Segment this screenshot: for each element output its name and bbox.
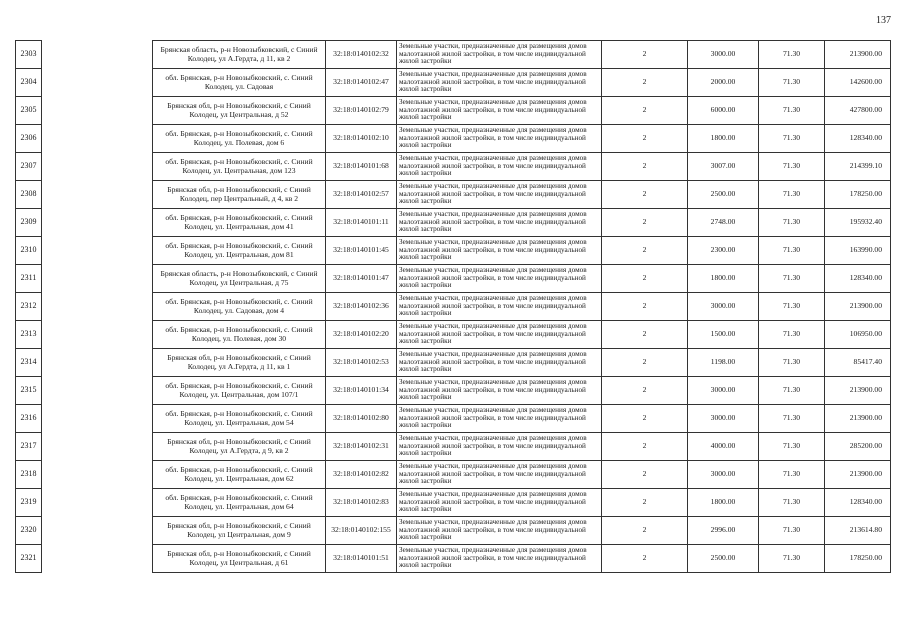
row-number-cell: 2303 [16,41,42,69]
rate-cell: 71.30 [759,153,825,181]
rate-cell: 71.30 [759,377,825,405]
cadastral-number-cell: 32:18:0140101:11 [326,209,397,237]
category-cell: 2 [602,293,688,321]
land-use-cell: Земельные участки, предназначенные для размещения домов малоэтажной жилой застройки, в том числе индивидуальной жилой застройки [397,265,602,293]
cadastral-number-cell: 32:18:0140101:45 [326,237,397,265]
cadastral-number-cell: 32:18:0140102:57 [326,181,397,209]
table-row [16,97,891,125]
row-number-cell: 2313 [16,321,42,349]
rate-cell: 71.30 [759,545,825,573]
spacer-cell [42,433,153,461]
row-number-cell: 2306 [16,125,42,153]
spacer-cell [42,125,153,153]
spacer-cell [42,69,153,97]
cadastral-number-cell: 32:18:0140102:79 [326,97,397,125]
area-cell: 2748.00 [688,209,759,237]
category-cell: 2 [602,545,688,573]
value-cell: 213900.00 [825,293,891,321]
table-row [16,293,891,321]
value-cell: 213614.80 [825,517,891,545]
spacer-cell [42,377,153,405]
rate-cell: 71.30 [759,517,825,545]
address-cell: Брянская область, р-н Новозыбковский, с Синий Колодец, ул А.Гердта, д 11, кв 2 [153,41,326,69]
row-number-cell: 2319 [16,489,42,517]
table-row [16,433,891,461]
land-use-cell: Земельные участки, предназначенные для размещения домов малоэтажной жилой застройки, в том числе индивидуальной жилой застройки [397,405,602,433]
land-use-cell: Земельные участки, предназначенные для размещения домов малоэтажной жилой застройки, в том числе индивидуальной жилой застройки [397,433,602,461]
value-cell: 128340.00 [825,125,891,153]
category-cell: 2 [602,265,688,293]
area-cell: 2300.00 [688,237,759,265]
address-cell: Брянская обл, р-н Новозыбковский, с Синий Колодец, ул Центральная, дом 9 [153,517,326,545]
value-cell: 163990.00 [825,237,891,265]
land-use-cell: Земельные участки, предназначенные для размещения домов малоэтажной жилой застройки, в том числе индивидуальной жилой застройки [397,293,602,321]
row-number-cell: 2321 [16,545,42,573]
spacer-cell [42,209,153,237]
register-body [16,41,891,573]
land-use-cell: Земельные участки, предназначенные для размещения домов малоэтажной жилой застройки, в том числе индивидуальной жилой застройки [397,153,602,181]
spacer-cell [42,97,153,125]
area-cell: 1800.00 [688,265,759,293]
value-cell: 213900.00 [825,41,891,69]
cadastral-number-cell: 32:18:0140102:32 [326,41,397,69]
rate-cell: 71.30 [759,209,825,237]
address-cell: обл. Брянская, р-н Новозыбковский, с. Синий Колодец, ул. Полевая, дом 30 [153,321,326,349]
address-cell: обл. Брянская, р-н Новозыбковский, с. Синий Колодец, ул. Садовая [153,69,326,97]
table-row [16,405,891,433]
area-cell: 3000.00 [688,461,759,489]
area-cell: 1198.00 [688,349,759,377]
address-cell: Брянская обл, р-н Новозыбковский, с Синий Колодец, ул Центральная, д 52 [153,97,326,125]
row-number-cell: 2307 [16,153,42,181]
rate-cell: 71.30 [759,461,825,489]
category-cell: 2 [602,517,688,545]
land-register-table [15,40,891,573]
address-cell: обл. Брянская, р-н Новозыбковский, с. Синий Колодец, ул. Полевая, дом 6 [153,125,326,153]
spacer-cell [42,489,153,517]
area-cell: 6000.00 [688,97,759,125]
rate-cell: 71.30 [759,181,825,209]
cadastral-number-cell: 32:18:0140102:80 [326,405,397,433]
table-row [16,41,891,69]
address-cell: Брянская обл, р-н Новозыбковский, с Синий Колодец, ул А.Гердта, д 11, кв 1 [153,349,326,377]
row-number-cell: 2320 [16,517,42,545]
cadastral-number-cell: 32:18:0140102:20 [326,321,397,349]
row-number-cell: 2318 [16,461,42,489]
rate-cell: 71.30 [759,489,825,517]
address-cell: обл. Брянская, р-н Новозыбковский, с. Синий Колодец, ул. Центральная, дом 107/1 [153,377,326,405]
spacer-cell [42,41,153,69]
area-cell: 3000.00 [688,405,759,433]
cadastral-number-cell: 32:18:0140102:36 [326,293,397,321]
row-number-cell: 2311 [16,265,42,293]
address-cell: обл. Брянская, р-н Новозыбковский, с. Синий Колодец, ул. Центральная, дом 54 [153,405,326,433]
row-number-cell: 2310 [16,237,42,265]
address-cell: Брянская обл, р-н Новозыбковский, с Синий Колодец, пер Центральный, д 4, кв 2 [153,181,326,209]
land-use-cell: Земельные участки, предназначенные для размещения домов малоэтажной жилой застройки, в том числе индивидуальной жилой застройки [397,97,602,125]
cadastral-number-cell: 32:18:0140102:83 [326,489,397,517]
value-cell: 285200.00 [825,433,891,461]
value-cell: 213900.00 [825,377,891,405]
table-row [16,545,891,573]
table-row [16,461,891,489]
spacer-cell [42,321,153,349]
area-cell: 3000.00 [688,377,759,405]
table-row [16,125,891,153]
value-cell: 142600.00 [825,69,891,97]
land-use-cell: Земельные участки, предназначенные для размещения домов малоэтажной жилой застройки, в том числе индивидуальной жилой застройки [397,321,602,349]
category-cell: 2 [602,41,688,69]
address-cell: обл. Брянская, р-н Новозыбковский, с. Синий Колодец, ул. Центральная, дом 64 [153,489,326,517]
area-cell: 1500.00 [688,321,759,349]
value-cell: 427800.00 [825,97,891,125]
spacer-cell [42,405,153,433]
value-cell: 128340.00 [825,265,891,293]
cadastral-number-cell: 32:18:0140101:51 [326,545,397,573]
area-cell: 2500.00 [688,545,759,573]
area-cell: 1800.00 [688,125,759,153]
category-cell: 2 [602,433,688,461]
category-cell: 2 [602,461,688,489]
table-row [16,69,891,97]
spacer-cell [42,461,153,489]
rate-cell: 71.30 [759,69,825,97]
spacer-cell [42,517,153,545]
spacer-cell [42,349,153,377]
table-row [16,209,891,237]
land-use-cell: Земельные участки, предназначенные для размещения домов малоэтажной жилой застройки, в том числе индивидуальной жилой застройки [397,181,602,209]
address-cell: обл. Брянская, р-н Новозыбковский, с. Синий Колодец, ул. Садовая, дом 4 [153,293,326,321]
address-cell: Брянская обл, р-н Новозыбковский, с Синий Колодец, ул А.Гердта, д 9, кв 2 [153,433,326,461]
spacer-cell [42,153,153,181]
area-cell: 3000.00 [688,41,759,69]
cadastral-number-cell: 32:18:0140102:47 [326,69,397,97]
row-number-cell: 2314 [16,349,42,377]
spacer-cell [42,181,153,209]
cadastral-number-cell: 32:18:0140101:68 [326,153,397,181]
land-use-cell: Земельные участки, предназначенные для размещения домов малоэтажной жилой застройки, в том числе индивидуальной жилой застройки [397,461,602,489]
rate-cell: 71.30 [759,349,825,377]
address-cell: обл. Брянская, р-н Новозыбковский, с. Синий Колодец, ул. Центральная, дом 41 [153,209,326,237]
land-use-cell: Земельные участки, предназначенные для размещения домов малоэтажной жилой застройки, в том числе индивидуальной жилой застройки [397,209,602,237]
spacer-cell [42,265,153,293]
row-number-cell: 2304 [16,69,42,97]
value-cell: 214399.10 [825,153,891,181]
rate-cell: 71.30 [759,41,825,69]
spacer-cell [42,545,153,573]
rate-cell: 71.30 [759,293,825,321]
category-cell: 2 [602,209,688,237]
land-use-cell: Земельные участки, предназначенные для размещения домов малоэтажной жилой застройки, в том числе индивидуальной жилой застройки [397,41,602,69]
category-cell: 2 [602,489,688,517]
area-cell: 2000.00 [688,69,759,97]
area-cell: 2500.00 [688,181,759,209]
row-number-cell: 2317 [16,433,42,461]
category-cell: 2 [602,237,688,265]
land-use-cell: Земельные участки, предназначенные для размещения домов малоэтажной жилой застройки, в том числе индивидуальной жилой застройки [397,237,602,265]
address-cell: обл. Брянская, р-н Новозыбковский, с. Синий Колодец, ул. Центральная, дом 81 [153,237,326,265]
land-use-cell: Земельные участки, предназначенные для размещения домов малоэтажной жилой застройки, в том числе индивидуальной жилой застройки [397,349,602,377]
cadastral-number-cell: 32:18:0140101:34 [326,377,397,405]
land-use-cell: Земельные участки, предназначенные для размещения домов малоэтажной жилой застройки, в том числе индивидуальной жилой застройки [397,69,602,97]
rate-cell: 71.30 [759,125,825,153]
table-row [16,265,891,293]
category-cell: 2 [602,349,688,377]
area-cell: 3007.00 [688,153,759,181]
cadastral-number-cell: 32:18:0140102:82 [326,461,397,489]
category-cell: 2 [602,321,688,349]
category-cell: 2 [602,405,688,433]
row-number-cell: 2309 [16,209,42,237]
category-cell: 2 [602,153,688,181]
spacer-cell [42,293,153,321]
category-cell: 2 [602,181,688,209]
cadastral-number-cell: 32:18:0140101:47 [326,265,397,293]
land-use-cell: Земельные участки, предназначенные для размещения домов малоэтажной жилой застройки, в том числе индивидуальной жилой застройки [397,545,602,573]
category-cell: 2 [602,125,688,153]
category-cell: 2 [602,97,688,125]
table-row [16,489,891,517]
address-cell: Брянская область, р-н Новозыбковский, с Синий Колодец, ул Центральная, д 75 [153,265,326,293]
value-cell: 195932.40 [825,209,891,237]
address-cell: Брянская обл, р-н Новозыбковский, с Синий Колодец, ул Центральная, д 61 [153,545,326,573]
land-use-cell: Земельные участки, предназначенные для размещения домов малоэтажной жилой застройки, в том числе индивидуальной жилой застройки [397,517,602,545]
category-cell: 2 [602,69,688,97]
row-number-cell: 2315 [16,377,42,405]
table-row [16,349,891,377]
value-cell: 213900.00 [825,405,891,433]
address-cell: обл. Брянская, р-н Новозыбковский, с. Синий Колодец, ул. Центральная, дом 123 [153,153,326,181]
table-row [16,153,891,181]
row-number-cell: 2312 [16,293,42,321]
area-cell: 3000.00 [688,293,759,321]
cadastral-number-cell: 32:18:0140102:31 [326,433,397,461]
rate-cell: 71.30 [759,97,825,125]
area-cell: 1800.00 [688,489,759,517]
row-number-cell: 2308 [16,181,42,209]
table-row [16,181,891,209]
value-cell: 178250.00 [825,545,891,573]
value-cell: 128340.00 [825,489,891,517]
table-row [16,237,891,265]
value-cell: 213900.00 [825,461,891,489]
cadastral-number-cell: 32:18:0140102:53 [326,349,397,377]
area-cell: 4000.00 [688,433,759,461]
rate-cell: 71.30 [759,237,825,265]
address-cell: обл. Брянская, р-н Новозыбковский, с. Синий Колодец, ул. Центральная, дом 62 [153,461,326,489]
value-cell: 106950.00 [825,321,891,349]
spacer-cell [42,237,153,265]
row-number-cell: 2316 [16,405,42,433]
land-use-cell: Земельные участки, предназначенные для размещения домов малоэтажной жилой застройки, в том числе индивидуальной жилой застройки [397,377,602,405]
rate-cell: 71.30 [759,265,825,293]
area-cell: 2996.00 [688,517,759,545]
land-use-cell: Земельные участки, предназначенные для размещения домов малоэтажной жилой застройки, в том числе индивидуальной жилой застройки [397,125,602,153]
page-number: 137 [876,15,891,26]
table-row [16,321,891,349]
table-row [16,377,891,405]
value-cell: 85417.40 [825,349,891,377]
cadastral-number-cell: 32:18:0140102:10 [326,125,397,153]
rate-cell: 71.30 [759,405,825,433]
rate-cell: 71.30 [759,433,825,461]
rate-cell: 71.30 [759,321,825,349]
value-cell: 178250.00 [825,181,891,209]
category-cell: 2 [602,377,688,405]
land-use-cell: Земельные участки, предназначенные для размещения домов малоэтажной жилой застройки, в том числе индивидуальной жилой застройки [397,489,602,517]
table-row [16,517,891,545]
row-number-cell: 2305 [16,97,42,125]
cadastral-number-cell: 32:18:0140102:155 [326,517,397,545]
